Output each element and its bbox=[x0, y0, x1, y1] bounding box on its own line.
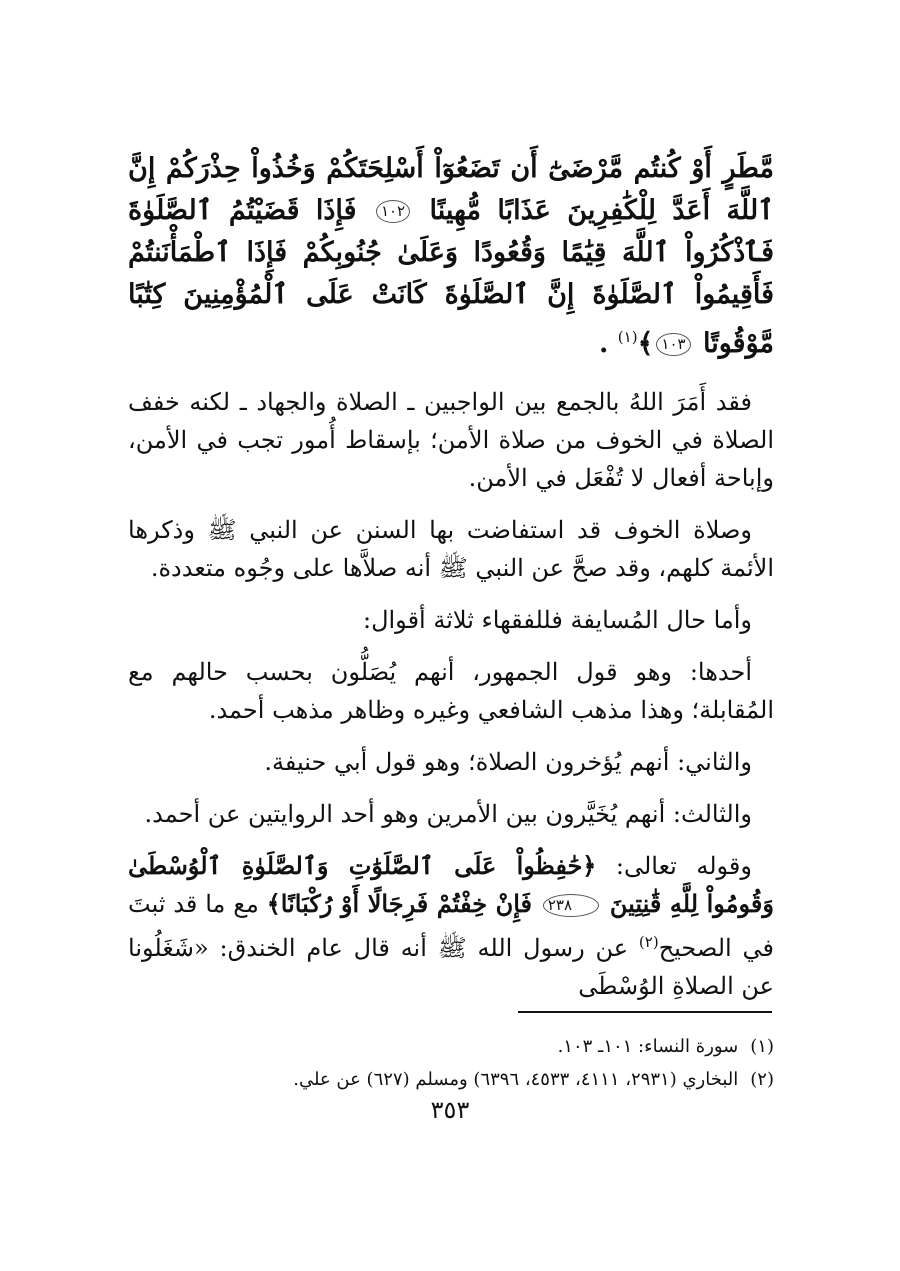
page-number: ٣٥٣ bbox=[430, 1096, 470, 1124]
quote-text-2: فَإِنْ خِفْتُمْ فَرِجَالًا أَوْ رُكْبَانًا bbox=[280, 889, 533, 918]
quran-close-bracket: ﴾ bbox=[637, 328, 654, 359]
footnote-number: (١) bbox=[750, 1036, 774, 1057]
p7-text-after: مع ما قد ثبتَ في الصحيح bbox=[128, 890, 774, 962]
footnote-ref-2[interactable]: (٢) bbox=[638, 933, 659, 951]
ayah-marker-102: ١٠٢ bbox=[376, 200, 410, 223]
quran-text-2: فَإِذَا قَضَيْتُمُ ٱلصَّلَوٰةَ فَٱذْكُرُواْ ٱللَّهَ قِيَٰمًا وَقُعُودًا وَعَلَىٰ جُنُوبِكُمْ فَإِذَا ٱطْمَأْنَنتُمْ فَأَقِيمُواْ ٱلصَّلَوٰةَ إِنَّ ٱلصَّلَوٰةَ كَانَتْ عَلَى ٱلْمُؤْمِنِينَ كِتَٰبًا مَّوْقُوتًا bbox=[128, 195, 774, 359]
page-body bbox=[128, 148, 774, 1019]
quote-close-bracket: ﴾ bbox=[266, 889, 281, 918]
quran-end: . bbox=[598, 328, 609, 359]
paragraph-3: وأما حال المُسايفة فللفقهاء ثلاثة أقوال: bbox=[362, 606, 752, 634]
paragraph-4: أحدها: وهو قول الجمهور، أنهم يُصَلُّون بحسب حالهم مع المُقابلة؛ وهذا مذهب الشافعي وغيره وظاهر مذهب أحمد. bbox=[128, 658, 774, 724]
quran-text-1: مَّطَرٍ أَوْ كُنتُم مَّرْضَىٰٓ أَن تَضَعُوٓاْ أَسْلِحَتَكُمْ وَخُذُواْ حِذْرَكُمْ إِنَّ ٱللَّهَ أَعَدَّ لِلْكَٰفِرِينَ عَذَابًا مُّهِينًا bbox=[128, 153, 774, 226]
quote-text-1: حَٰفِظُواْ عَلَى ٱلصَّلَوَٰتِ وَٱلصَّلَوٰةِ ٱلْوُسْطَىٰ وَقُومُواْ لِلَّهِ قَٰنِتِينَ bbox=[128, 851, 774, 918]
paragraph-7 bbox=[128, 847, 774, 1005]
ayah-marker-103: ١٠٣ bbox=[656, 333, 690, 356]
paragraph-1: فقد أَمَرَ اللهُ بالجمع بين الواجبين ـ الصلاة والجهاد ـ لكنه خفف الصلاة في الخوف من صلاة الأمن؛ بإسقاط أُمور تجب في الأمن، وإباحة أفعال لا تُفْعَل في الأمن. bbox=[128, 388, 774, 492]
footnote-1 bbox=[128, 1030, 774, 1063]
paragraph-5: والثاني: أنهم يُؤخرون الصلاة؛ وهو قول أبي حنيفة. bbox=[264, 748, 752, 776]
ayah-marker-238: ٢٣٨ bbox=[543, 894, 599, 917]
footnote-text: البخاري (٢٩٣١، ٤١١١، ٤٥٣٣، ٦٣٩٦) ومسلم (٦٢٧) عن علي. bbox=[293, 1069, 739, 1090]
footnotes bbox=[128, 1030, 774, 1096]
p7-intro: وقوله تعالى: bbox=[615, 852, 752, 880]
footnote-text: سورة النساء: ١٠١ـ ١٠٣. bbox=[557, 1036, 739, 1057]
footnote-ref-1[interactable]: (١) bbox=[617, 328, 638, 346]
quran-passage bbox=[128, 148, 774, 365]
paragraph-2: وصلاة الخوف قد استفاضت بها السنن عن النبي ﷺ وذكرها الأئمة كلهم، وقد صحَّ عن النبي ﷺ أنه صلاَّها على وجُوه متعددة. bbox=[128, 516, 774, 582]
footnote-2 bbox=[128, 1063, 774, 1096]
paragraph-6: والثالث: أنهم يُخَيَّرون بين الأمرين وهو أحد الروايتين عن أحمد. bbox=[144, 800, 752, 828]
footnote-number: (٢) bbox=[750, 1069, 774, 1090]
p7-text-end: عن رسول الله ﷺ أنه قال عام الخندق: «شَغَلُونا عن الصلاةِ الوُسْطَى bbox=[128, 934, 774, 1000]
footnote-separator bbox=[518, 1011, 772, 1013]
quote-open-bracket: ﴿ bbox=[582, 851, 597, 880]
